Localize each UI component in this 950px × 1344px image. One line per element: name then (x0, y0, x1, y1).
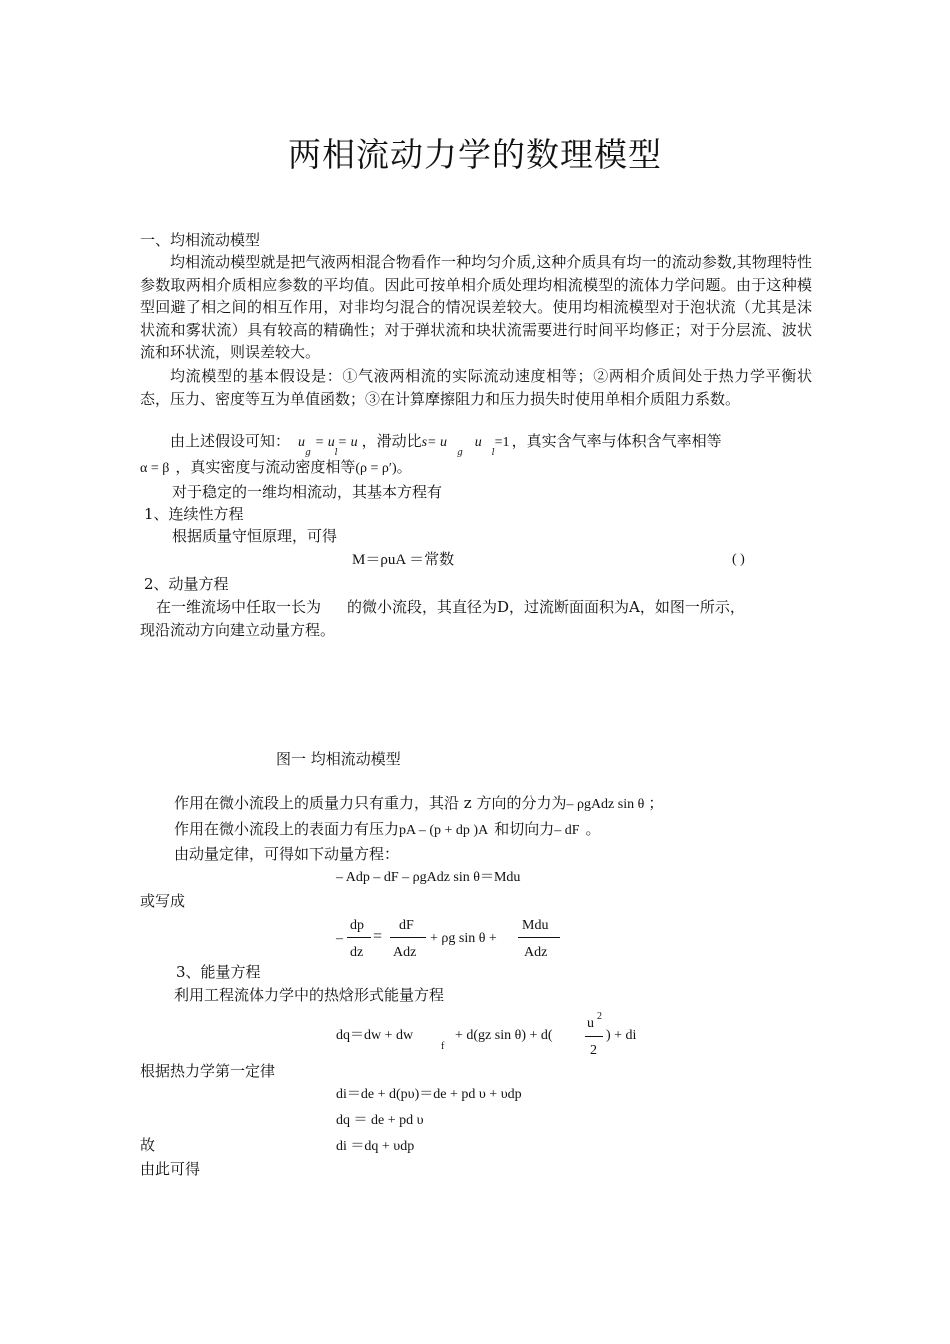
math-eq-ul: = u (314, 435, 335, 450)
assumption-text-slip: ，滑动比 (361, 432, 422, 450)
paragraph-momentum-intro-cont: 现沿流动方向建立动量方程。 (140, 621, 336, 639)
paragraph-assumption-result (170, 430, 722, 458)
math-shear-force: – dF (554, 823, 580, 838)
heading-energy-equation: 3、能量方程 (176, 963, 261, 981)
eq3-part-1: dq＝dw + dw (336, 1028, 414, 1043)
eq2-fraction-line-1 (347, 937, 371, 938)
paragraph-momentum-law: 由动量定律，可得如下动量方程： (174, 845, 400, 863)
surface-end: 。 (585, 820, 601, 838)
eq2-numerator-Mdu: Mdu (522, 918, 549, 933)
eq2-middle-terms: + ρg sin θ + (430, 931, 497, 946)
eq2-fraction-line-2 (390, 937, 426, 938)
math-gravity-component: – ρgAdz sin θ (566, 797, 645, 812)
paragraph-basic-equations: 对于稳定的一维均相流动，其基本方程有 (172, 483, 443, 501)
eq2-denominator-Adz: Adz (393, 945, 417, 960)
text-or-write: 或写成 (140, 892, 186, 910)
eq2-minus: – (336, 931, 343, 946)
eq2-denominator-dz: dz (350, 945, 364, 960)
eq3-fraction-line (585, 1036, 603, 1037)
density-end: 。 (396, 458, 412, 476)
math-rho: (ρ = ρ′) (355, 461, 397, 476)
gravity-text: 作用在微小流段上的质量力只有重力，其沿 z 方向的分力为 (174, 794, 567, 812)
equation-heat-diff: dq ＝ de + pd υ (336, 1113, 424, 1128)
density-text: ，真实密度与流动密度相等 (175, 458, 356, 476)
momentum-intro-text-1: 在一维流场中任取一长为 (156, 598, 322, 616)
math-sub-l: l (334, 448, 338, 458)
eq2-numerator-dp: dp (350, 918, 364, 933)
text-hence: 由此可得 (140, 1160, 201, 1178)
equation-enthalpy-result: di ＝dq + υdp (336, 1139, 415, 1154)
eq2-denominator-Adz-2: Adz (524, 945, 548, 960)
eq2-fraction-line-3 (518, 937, 560, 938)
math-sub-g: g (305, 448, 311, 458)
math-eq-u: = u (337, 435, 358, 450)
figure-caption: 图一 均相流动模型 (276, 750, 401, 768)
paragraph-enthalpy-energy: 利用工程流体力学中的热焓形式能量方程 (174, 986, 445, 1004)
paragraph-gravity-force (174, 792, 663, 816)
math-sub-g2: g (457, 448, 463, 458)
gravity-end: ； (648, 794, 664, 812)
eq3-superscript-2: 2 (597, 1011, 602, 1022)
equation-enthalpy-diff: di＝de + d(pυ)＝de + pd υ + υdp (336, 1087, 522, 1102)
eq3-denominator-2: 2 (590, 1043, 597, 1058)
paragraph-basic-assumptions: 均流模型的基本假设是：①气液两相流的实际流动速度相等；②两相介质间处于热力学平衡状态，压力、密度等互为单值函数；③在计算摩擦阻力和压力损失时使用单相介质阻力系数。 (140, 367, 812, 408)
paragraph-model-description: 均相流动模型就是把气液两相混合物看作一种均匀介质,这种介质具有均一的流动参数,其物理特性参数取两相介质相应参数的平均值。因此可按单相介质处理均相流模型的流体力学问题。由于这种模型回避了相之间的相互作用，对非均匀混合的情况误差较大。使用均相流模型对于泡状流（尤其是沫状流和雾状流）具有较高的精确性；对于弹状流和块状流需要进行时间平均修正；对于分层流、波状流和环状流，则误差较大。 (140, 253, 812, 362)
math-pressure-force: pA – (p + dp )A (399, 823, 489, 838)
eq3-numerator-u: u (587, 1016, 594, 1031)
math-eq-u2: = u (427, 435, 447, 450)
math-eq-one: =1 (494, 435, 510, 450)
surface-text-1: 作用在微小流段上的表面力有压力 (174, 820, 400, 838)
equation-continuity: M＝ρuA ＝常数 (352, 552, 455, 568)
text-therefore: 故 (140, 1136, 156, 1154)
equation-momentum: – Adp – dF – ρgAdz sin θ＝Mdu (336, 870, 521, 885)
equation-number-continuity: ( ) (732, 552, 745, 567)
math-s: s (421, 435, 428, 450)
assumption-text-3: ，真实含气率与体积含气率相等 (511, 432, 722, 450)
math-ug: u (298, 435, 306, 450)
eq2-numerator-dF: dF (399, 918, 414, 933)
paragraph-first-law: 根据热力学第一定律 (140, 1062, 276, 1080)
paragraph-surface-force (174, 818, 601, 842)
eq3-sub-f: f (441, 1041, 445, 1052)
eq3-part-2: + d(gz sin θ) + d( (455, 1028, 553, 1043)
paragraph-momentum-intro (156, 596, 745, 618)
surface-text-2: 和切向力 (494, 820, 555, 838)
heading-momentum-equation: 2、动量方程 (144, 575, 229, 593)
momentum-intro-text-2: 的微小流段，其直径为D，过流断面面积为A，如图一所示， (347, 598, 745, 616)
section-heading-homogeneous-model: 一、均相流动模型 (140, 231, 261, 249)
math-u2: u (474, 435, 482, 450)
eq3-part-3: ) + di (606, 1028, 637, 1043)
heading-continuity-equation: 1、连续性方程 (144, 505, 244, 523)
paragraph-mass-conservation: 根据质量守恒原理，可得 (172, 527, 338, 545)
page-title: 两相流动力学的数理模型 (288, 135, 662, 174)
eq2-equals: = (373, 928, 383, 945)
math-alpha-beta: α = β (140, 461, 170, 476)
assumption-text-1: 由上述假设可知： (170, 432, 291, 450)
paragraph-density-equal (140, 456, 412, 480)
math-sub-l2: l (491, 448, 495, 458)
